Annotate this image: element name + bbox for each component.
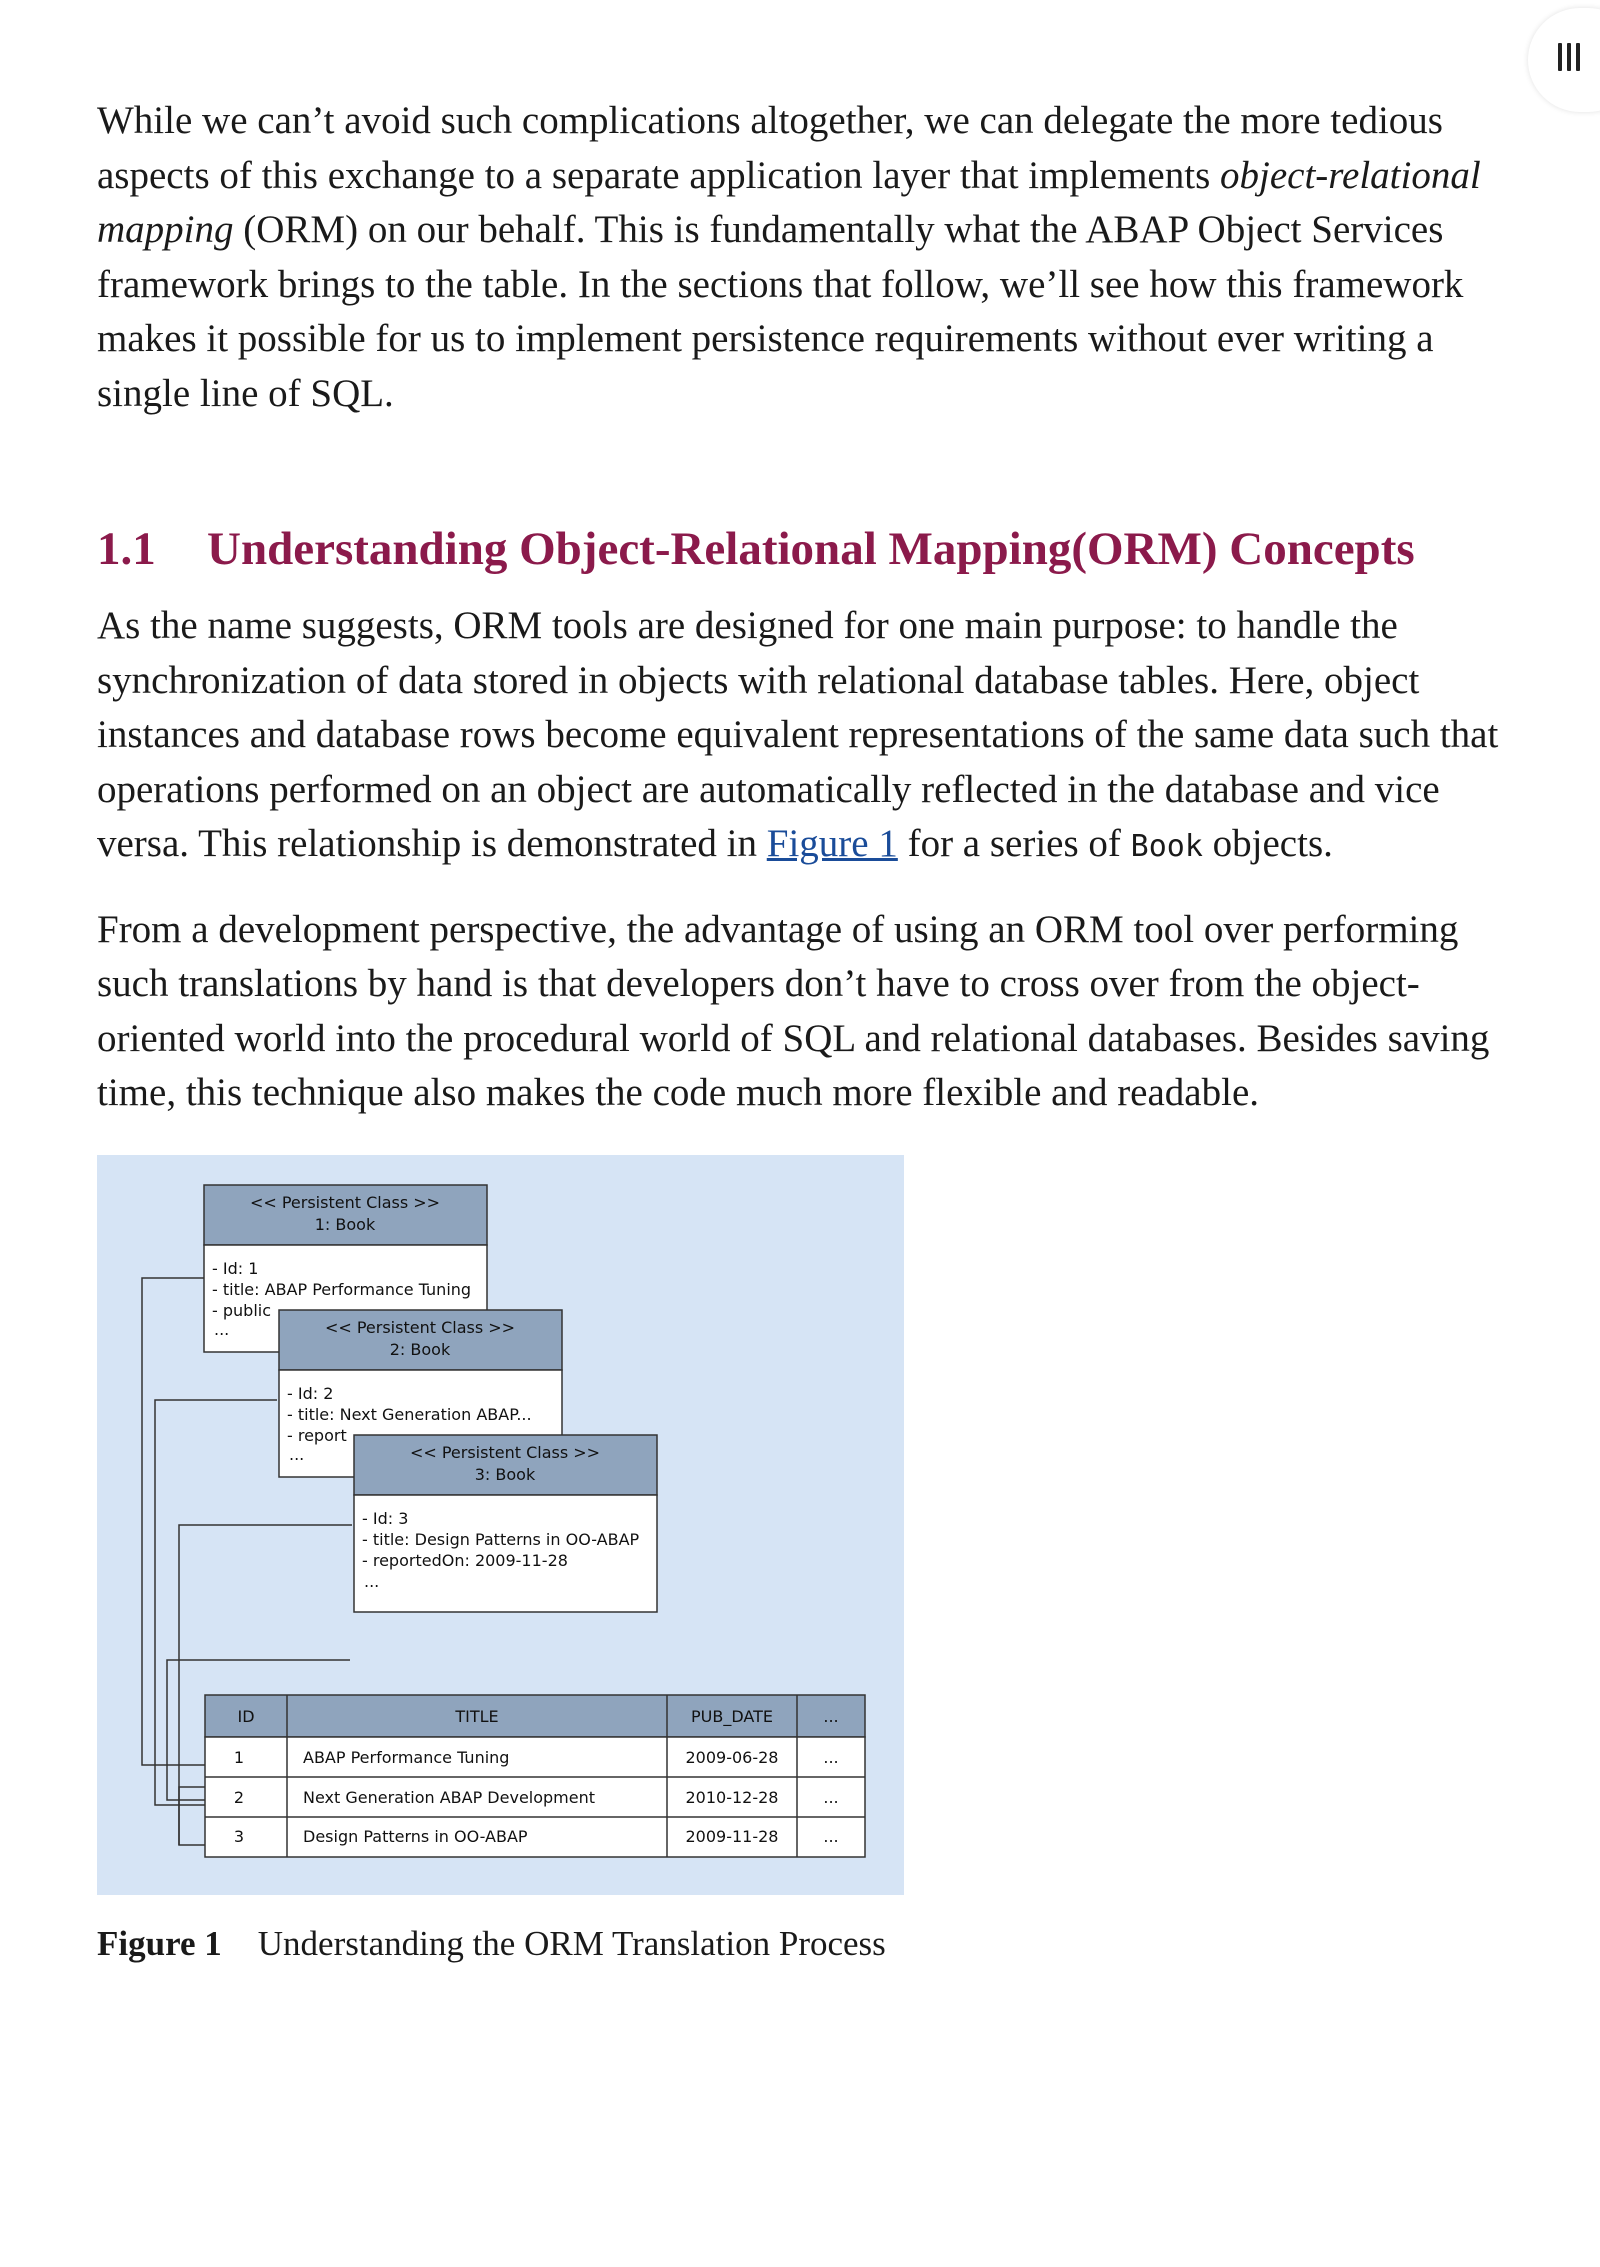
paragraph-orm-advantage: From a development perspective, the advantage of using an ORM tool over performing such translations by hand is that developers don’t have to cross over from the object-oriented world into the procedural world of SQL and relational databases. Besides saving time, this technique also makes the code much more flexible and readable. — [97, 907, 1490, 1114]
class-3-attr-reported: - reportedOn: 2009-11-28 — [362, 1550, 568, 1570]
table-row-3-id: 3 — [233, 1826, 245, 1846]
class-box-3 — [354, 1435, 657, 1612]
class-2-attr-title: - title: Next Generation ABAP... — [287, 1404, 532, 1424]
table-row-1-title: ABAP Performance Tuning — [303, 1747, 510, 1767]
db-table — [205, 1695, 865, 1857]
paragraph-orm-purpose: As the name suggests, ORM tools are designed for one main purpose: to handle the synchronization of data stored in objects with relational database tables. Here, object instances and database rows become equivalent representations of the same data such that operations performed on an object are automatically reflected in the database and vice versa. This relationship is demonstrated in Figure 1 for a series of Book objects. — [97, 604, 1499, 865]
table-row-2-id: 2 — [233, 1787, 245, 1807]
table-header-pub-date: PUB_DATE — [691, 1706, 773, 1726]
table-row-1-more: ... — [823, 1747, 839, 1767]
table-row-3-title: Design Patterns in OO-ABAP — [303, 1826, 528, 1846]
table-row-2-more: ... — [823, 1787, 839, 1807]
table-header-more: ... — [823, 1706, 839, 1726]
table-row-3-more: ... — [823, 1826, 839, 1846]
class-2-name: 2: Book — [389, 1339, 451, 1359]
class-2-attr-id: - Id: 2 — [287, 1383, 334, 1403]
class-1-attr-public: - public — [212, 1300, 271, 1320]
class-2-attr-report: - report — [287, 1425, 347, 1445]
figure-link[interactable]: Figure 1 — [766, 822, 898, 865]
table-row-3-date: 2009-11-28 — [685, 1826, 779, 1846]
class-2-attr-more: ... — [289, 1444, 305, 1464]
class-1-attr-id: - Id: 1 — [212, 1258, 259, 1278]
code-book: Book — [1130, 829, 1203, 864]
class-3-stereotype: << Persistent Class >> — [409, 1442, 601, 1462]
class-2-stereotype: << Persistent Class >> — [324, 1317, 516, 1337]
figure-caption-text: Understanding the ORM Translation Process — [257, 1923, 886, 1963]
table-header-title: TITLE — [455, 1706, 499, 1726]
section-number: 1.1 — [97, 523, 156, 575]
class-1-stereotype: << Persistent Class >> — [249, 1192, 441, 1212]
page-content — [97, 94, 1507, 1967]
hamburger-icon — [1558, 43, 1580, 71]
table-row-1-date: 2009-06-28 — [685, 1747, 779, 1767]
class-1-attr-title: - title: ABAP Performance Tuning — [212, 1279, 472, 1299]
section-title: Understanding Object-Relational Mapping(ORM) Concepts — [207, 523, 1415, 575]
table-row-1-id: 1 — [233, 1747, 245, 1767]
class-3-attr-more: ... — [364, 1571, 380, 1591]
class-1-name: 1: Book — [314, 1214, 376, 1234]
figure-orm-diagram — [97, 1155, 904, 1895]
figure-caption — [97, 1921, 1507, 1967]
emphasis-orm: object-relational mapping — [97, 153, 1481, 251]
table-header-id: ID — [237, 1706, 255, 1726]
class-3-attr-id: - Id: 3 — [362, 1508, 409, 1528]
class-1-attr-more: ... — [214, 1319, 230, 1339]
class-3-name: 3: Book — [474, 1464, 536, 1484]
paragraph-intro: While we can’t avoid such complications altogether, we can delegate the more tedious aspects of this exchange to a separate application layer that implements object-relational mapping (ORM) on our behalf. This is fundamentally what the ABAP Object Services framework brings to the table. In the sections that follow, we’ll see how this framework makes it possible for us to implement persistence requirements without ever writing a single line of SQL. — [97, 99, 1481, 415]
class-3-attr-title: - title: Design Patterns in OO-ABAP — [362, 1529, 640, 1549]
section-heading — [97, 521, 1507, 577]
menu-button[interactable] — [1528, 8, 1600, 112]
table-row-2-title: Next Generation ABAP Development — [303, 1787, 596, 1807]
table-row-2-date: 2010-12-28 — [685, 1787, 779, 1807]
figure-caption-label: Figure 1 — [97, 1923, 222, 1963]
